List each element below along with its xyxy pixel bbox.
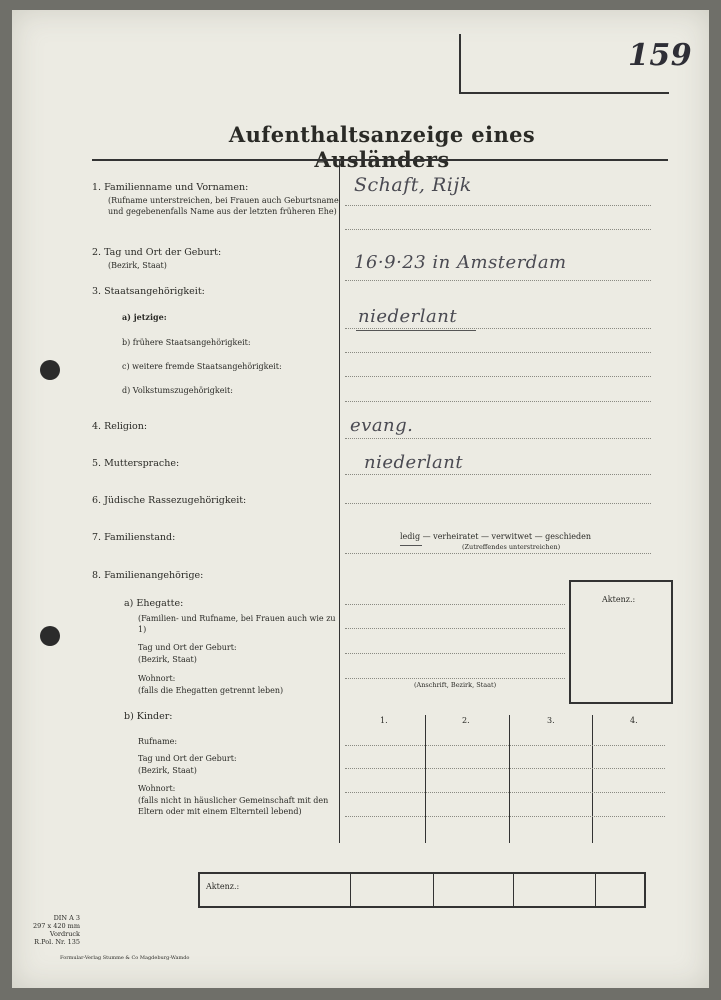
field-8b-note-2: Tag und Ort der Geburt: — [138, 754, 237, 763]
punch-hole-bottom — [40, 626, 60, 646]
field-8b-note-5: (falls nicht in häuslicher Gemeinschaft mit den Eltern oder mit einem Elternteil lebend) — [138, 796, 329, 816]
field-2-note: (Bezirk, Staat) — [108, 261, 167, 270]
aktenz-table-cell-divider-4[interactable] — [595, 872, 596, 906]
field-8a-label: a) Ehegatte: — [124, 598, 184, 609]
field-5-label: 5. Muttersprache: — [92, 458, 180, 469]
field-6-line — [345, 503, 651, 504]
children-line-4 — [345, 816, 665, 817]
field-7-note: (Zutreffendes unterstreichen) — [462, 543, 561, 551]
din-line-3: Vordruck — [49, 930, 80, 938]
children-divider-3 — [592, 715, 593, 843]
aktenz-table — [198, 872, 646, 908]
aktenz-table-cell-divider-1[interactable] — [350, 872, 351, 906]
publisher-line: Formular-Verlag Stumme & Co Magdeburg-Wamdo — [60, 955, 190, 961]
field-8a-address-note: (Anschrift, Bezirk, Staat) — [414, 681, 497, 689]
field-8a-line-1 — [345, 604, 565, 605]
children-divider-2 — [509, 715, 510, 843]
field-8a-line-4 — [345, 678, 565, 679]
children-divider-1 — [425, 715, 426, 843]
children-line-3 — [345, 792, 665, 793]
din-line-1: DIN A 3 — [53, 914, 80, 922]
din-note — [22, 914, 80, 946]
field-1-note: (Rufname unterstreichen, bei Frauen auch Geburtsname und gegebenenfalls Name aus der letzten früheren Ehe) — [108, 196, 339, 216]
field-1-line-a — [345, 205, 651, 206]
field-8b-note-3: (Bezirk, Staat) — [138, 766, 197, 775]
field-8a-note-4: Wohnort: — [138, 674, 176, 683]
field-2-label: 2. Tag und Ort der Geburt: — [92, 247, 222, 258]
children-col-1: 1. — [380, 716, 388, 725]
field-4-label: 4. Religion: — [92, 421, 148, 432]
field-1-line-b — [345, 229, 651, 230]
children-line-1 — [345, 745, 665, 746]
field-3d-line — [345, 401, 651, 402]
children-col-3: 3. — [547, 716, 555, 725]
header-rule — [92, 159, 668, 161]
field-3b-label: b) frühere Staatsangehörigkeit: — [122, 338, 251, 347]
din-line-2: 297 x 420 mm — [32, 922, 80, 930]
aktenz-box-label: Aktenz.: — [602, 595, 636, 604]
field-4-line — [345, 438, 651, 439]
field-2-line-a — [345, 280, 651, 281]
field-6-label: 6. Jüdische Rassezugehörigkeit: — [92, 495, 247, 506]
field-7-options[interactable]: ledig — verheiratet — verwitwet — geschieden — [400, 532, 592, 541]
form-sheet — [12, 10, 709, 988]
field-3a-value[interactable]: niederlant — [358, 306, 458, 327]
punch-hole-top — [40, 360, 60, 380]
field-8a-line-3 — [345, 653, 565, 654]
field-3-label: 3. Staatsangehörigkeit: — [92, 286, 205, 297]
field-8a-note-5: (falls die Ehegatten getrennt leben) — [138, 686, 284, 695]
field-1-value[interactable]: Schaft, Rijk — [354, 174, 472, 196]
field-3d-label: d) Volkstumszugehörigkeit: — [122, 386, 233, 395]
field-8a-note-1: (Familien- und Rufname, bei Frauen auch wie zu 1) — [138, 614, 336, 634]
children-col-4: 4. — [630, 716, 638, 725]
field-3c-line — [345, 376, 651, 377]
field-5-value[interactable]: niederlant — [364, 452, 464, 473]
field-3b-line — [345, 352, 651, 353]
field-3a-underline — [356, 330, 476, 331]
field-8a-note-3: (Bezirk, Staat) — [138, 655, 197, 664]
field-8-label: 8. Familienangehörige: — [92, 570, 204, 581]
field-7-line — [345, 553, 651, 554]
page-number: 159 — [628, 38, 693, 73]
field-3c-label: c) weitere fremde Staatsangehörigkeit: — [122, 362, 282, 371]
column-divider — [339, 159, 340, 843]
field-4-value[interactable]: evang. — [350, 415, 414, 436]
aktenz-table-cell-divider-3[interactable] — [513, 872, 514, 906]
field-7-label: 7. Familienstand: — [92, 532, 176, 543]
aktenz-table-cell-divider-2[interactable] — [433, 872, 434, 906]
field-1-label: 1. Familienname und Vornamen: — [92, 182, 249, 193]
children-col-2: 2. — [462, 716, 470, 725]
field-2-value[interactable]: 16·9·23 in Amsterdam — [354, 252, 567, 273]
field-8a-note-2: Tag und Ort der Geburt: — [138, 643, 237, 652]
field-8b-note-1: Rufname: — [138, 737, 178, 746]
aktenz-table-label: Aktenz.: — [206, 882, 240, 891]
children-line-2 — [345, 768, 665, 769]
field-8b-note-4: Wohnort: — [138, 784, 176, 793]
din-line-4: R.Pol. Nr. 135 — [34, 938, 80, 946]
field-8a-line-2 — [345, 628, 565, 629]
field-8b-label: b) Kinder: — [124, 711, 173, 722]
field-3a-label: a) jetzige: — [122, 312, 167, 322]
page-title: Aufenthaltsanzeige eines Ausländers — [228, 122, 536, 172]
field-7-underline-ledig — [400, 545, 422, 546]
field-5-line — [345, 474, 651, 475]
field-3a-line — [345, 328, 651, 329]
